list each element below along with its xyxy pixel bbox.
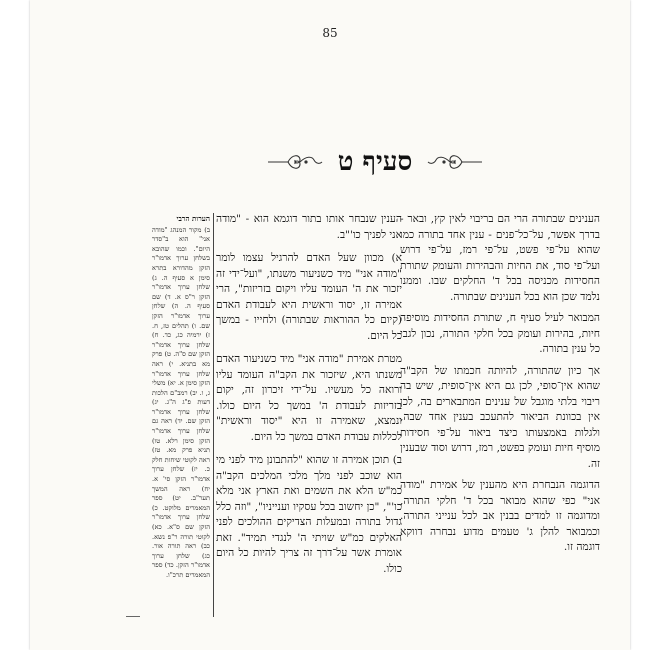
left-flourish-ornament-icon [266,150,324,174]
paragraph: א) מכוון שעל האדם להרגיל עצמו לומר "מודה אני" מיד כשניעור משנתו, "ועל־ידי זה יזכור את ה' העומד עליו ויקום בזריזות", הרי אמירה זו, יסוד וראשית היא לעבודת האדם (קיום כל ההוראות שבתורה) ולחייו - במשך כל היום. [216,252,402,342]
paragraph: הענינים שבתורה הרי הם בריבוי לאין קץ, ובאר - בדרך אפשר, על־כל־פנים - ענין אחד בתורה כמו שהוא על־פי פשט, על־פי רמז, על־פי דרוש ועל־פי סוד, את החיות והבהירות והעומק שתורת החסידות מכניסה בכל ד' החלקים שבו. וממנו נלמד שכן הוא בכל הענינים שבתורה. [400,213,600,303]
main-text-middle-column [216,212,402,585]
section-title: סעיף ט [337,147,413,177]
paragraph: אך כיון שהתורה, להיותה חכמתו של הקב"ה שהוא אין־סופי, לכן גם היא אין־סופית, שיש בה ריבוי בלתי מוגבל של ענינים המתבארים בה, לכן אין בכוונת הביאור להתעכב בענין אחד שבה, ולגלות באמצעותו כיצד ביאור על־פי חסידות מוסיף חיות ועומק בפשט, רמז, דרוש וסוד שבענין זה. [400,364,600,470]
footnotes-body: ב) מקור המנהג "מודה אני" הוא ב"סדר היום". וכמו שהובא בשלחן ערוך אדמו"ר הזקן מהדורא בתרא סימן א סעיף ה. ג) שלחן ערוך אדמו"ר הזקן ר"ס א. ד) שם סעיף ה. ה) שלחן ערוך אדמו"ר הזקן שם. ו) תהלים טז, ח. ז) ירמיה כג, כד. ח) שלחן ערוך אדמו"ר הזקן שם ס"ה. ט) פרק מא בתניא. י) ראה שלחן ערוך אדמו"ר הזקן סימן א. יא) משלי ג, ו. יב) רמב"ם הלכות דעות פ"ג ה"ג. יג) שלחן ערוך אדמו"ר הזקן שם. יד) ראה גם שלחן ערוך אדמו"ר הזקן סימן רלא. טו) תניא פרק מא. טז) ראה לקוטי שיחות חלק כ. יז) שלחן ערוך אדמו"ר הזקן סי' א. יח) ראה המשך תער"ב. יט) ספר המאמרים מלוקט. כ) שלחן ערוך אדמו"ר הזקן שם ס"א. כא) לקוטי תורה ר"פ נשא. כב) ראה תורה אור. כג) שלחן ערוך אדמו"ר הזקן. כד) ספר המאמרים תרכ"ו. [152,225,210,579]
footnotes-title: הערות הרבי [176,214,210,223]
main-text-right-column [400,212,600,562]
page-number: 85 [322,26,338,40]
column-divider [213,213,214,617]
paragraph: הענין שנבחר אותו בתור דוגמא הוא - "מודה אני לפניך כו'"ב. [216,213,402,241]
paragraph: המבואר לעיל סעיף ח, שתורת החסידות מוסיפה חיות, בהירות ועומק בכל חלקי התורה, נכון לגבי כל ענין בתורה. [400,312,600,355]
paragraph: מטרת אמירת "מודה אני" מיד כשניעור האדם משנתו היא, שיזכור את הקב"ה העומד עליו ורואה כל מעשיו. על־ידי זיכרון זה, יקום בזריזות לעבודת ה' במשך כל היום כולו. ונמצא, שאמירה זו היא "יסוד וראשית" לכללות עבודת האדם במשך כל היום. [216,353,402,443]
right-flourish-ornament-icon [426,150,484,174]
paragraph: ב) תוכן אמירה זו שהוא "להתבונן מיד לפני מי הוא שוכב לפני מלך מלכי המלכים הקב"ה כמ"ש הלא את השמים ואת הארץ אני מלא כו'", "כן יחשוב בכל עסקיו וענייניו", "וזה כלל גדול בתורה ובמעלות הצדיקים ההולכים לפני האלקים כמ"ש שויתי ה' לנגדי תמיד". זאת אומרת אשר על־דרך זה צריך להיות כל היום כולו. [216,454,402,575]
book-page [30,0,630,650]
bottom-margin-mark [126,610,140,617]
paragraph: הדוגמה הנבחרת היא מהענין של אמירת "מודה אני" כפי שהוא מבואר בכל ד' חלקי התורה, ומדוגמה זו למדים בבנין אב לכל ענייני התורה. וכמבואר להלן ג' טעמים מדוע נבחרה דווקא דוגמה זו. [400,479,600,553]
section-header [260,144,490,180]
footnotes-column [152,214,210,587]
